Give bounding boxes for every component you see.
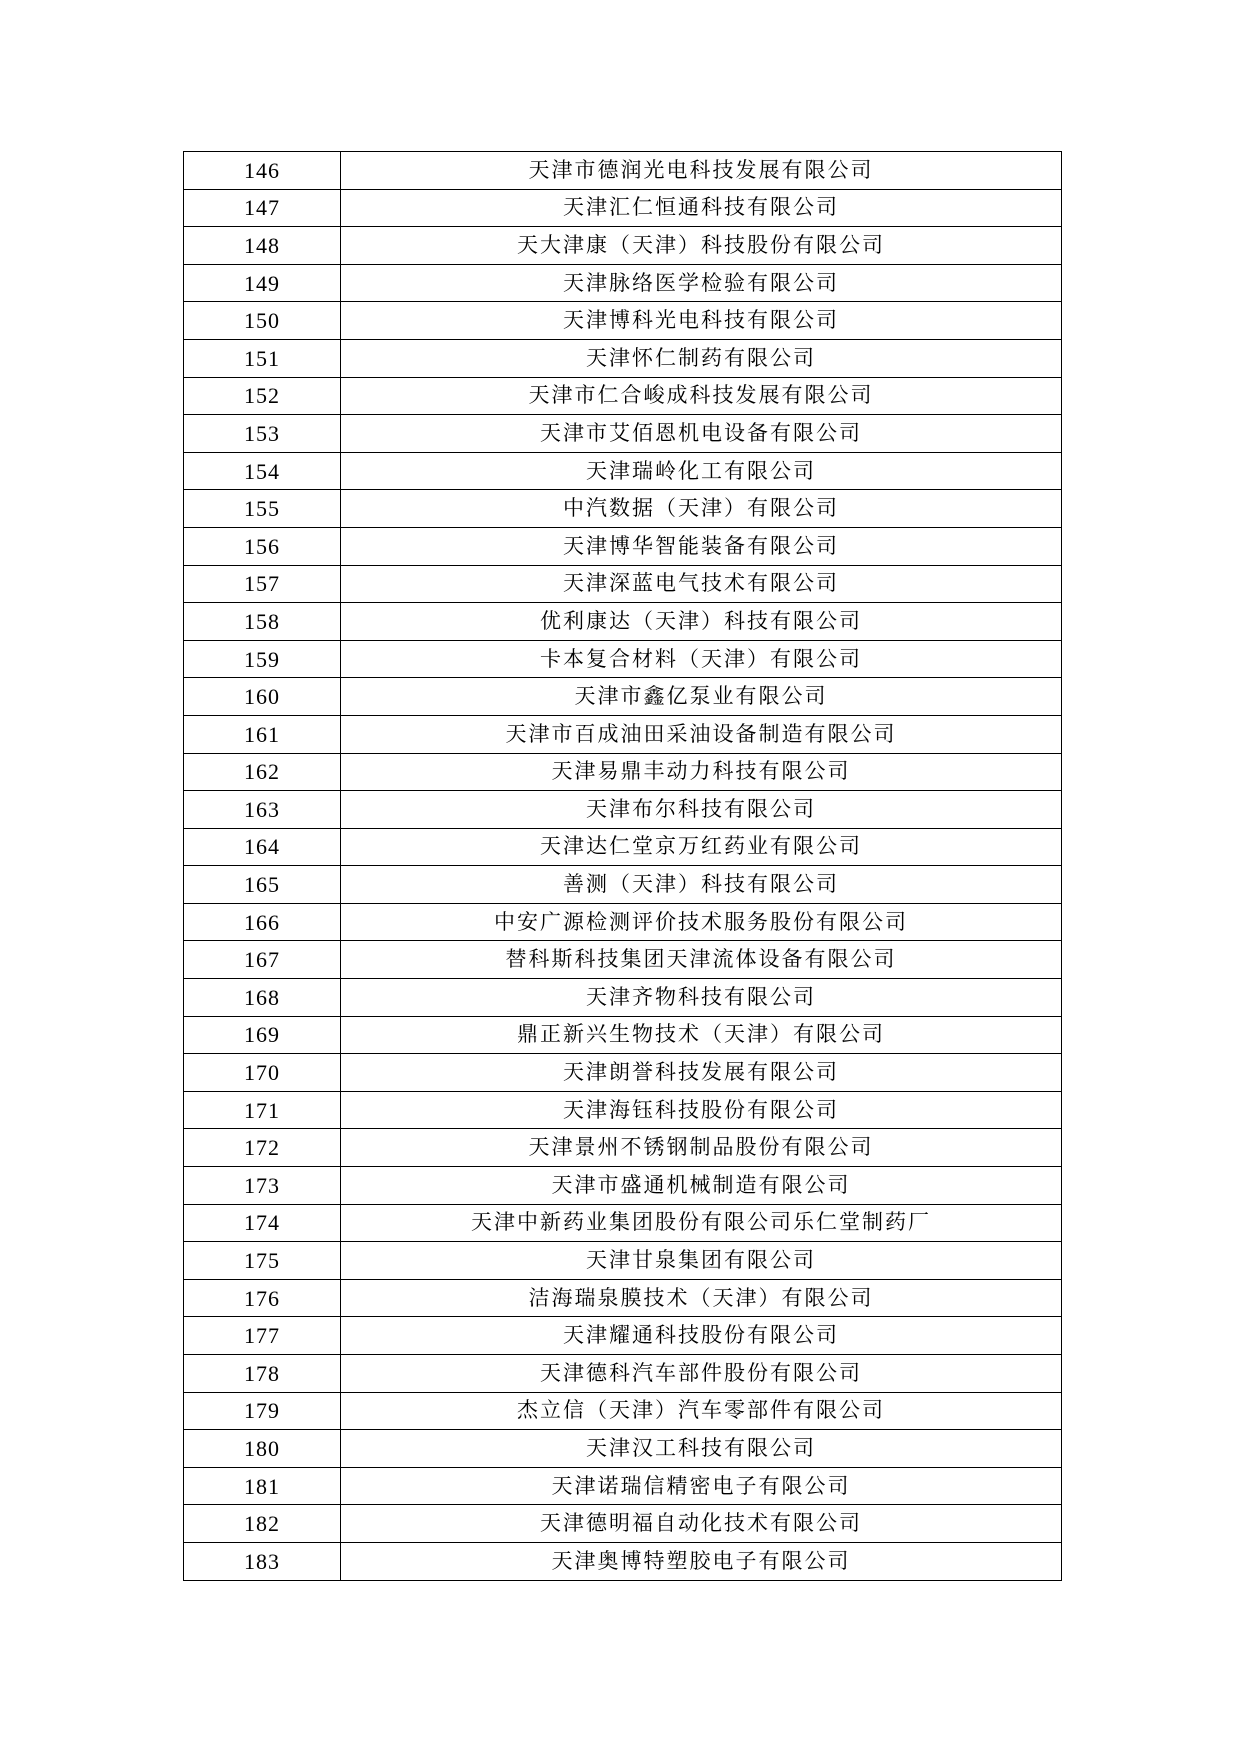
company-name: 天津德明福自动化技术有限公司 [341, 1505, 1062, 1543]
company-name: 天津市艾佰恩机电设备有限公司 [341, 415, 1062, 453]
company-name: 天津海钰科技股份有限公司 [341, 1091, 1062, 1129]
table-row [184, 415, 1062, 453]
company-name: 天津诺瑞信精密电子有限公司 [341, 1467, 1062, 1505]
row-number: 171 [184, 1091, 341, 1129]
company-name: 天津易鼎丰动力科技有限公司 [341, 753, 1062, 791]
row-number: 172 [184, 1129, 341, 1167]
row-number: 178 [184, 1355, 341, 1393]
row-number: 170 [184, 1054, 341, 1092]
table-row [184, 1204, 1062, 1242]
company-name: 优利康达（天津）科技有限公司 [341, 603, 1062, 641]
row-number: 176 [184, 1279, 341, 1317]
company-table [183, 151, 1062, 1581]
row-number: 146 [184, 152, 341, 190]
table-row [184, 828, 1062, 866]
table-row [184, 1505, 1062, 1543]
row-number: 175 [184, 1242, 341, 1280]
table-row [184, 1467, 1062, 1505]
row-number: 163 [184, 791, 341, 829]
table-row [184, 979, 1062, 1017]
row-number: 159 [184, 640, 341, 678]
company-name: 天大津康（天津）科技股份有限公司 [341, 227, 1062, 265]
table-row [184, 1091, 1062, 1129]
table-row [184, 1317, 1062, 1355]
table-row [184, 490, 1062, 528]
table-row [184, 377, 1062, 415]
row-number: 182 [184, 1505, 341, 1543]
table-row [184, 452, 1062, 490]
company-name: 天津汇仁恒通科技有限公司 [341, 189, 1062, 227]
row-number: 162 [184, 753, 341, 791]
table-row [184, 1054, 1062, 1092]
company-name: 卡本复合材料（天津）有限公司 [341, 640, 1062, 678]
table-row [184, 1129, 1062, 1167]
row-number: 150 [184, 302, 341, 340]
company-name: 天津市德润光电科技发展有限公司 [341, 152, 1062, 190]
row-number: 169 [184, 1016, 341, 1054]
company-name: 天津市仁合峻成科技发展有限公司 [341, 377, 1062, 415]
company-name: 天津脉络医学检验有限公司 [341, 264, 1062, 302]
company-name: 中汽数据（天津）有限公司 [341, 490, 1062, 528]
row-number: 164 [184, 828, 341, 866]
company-name: 善测（天津）科技有限公司 [341, 866, 1062, 904]
row-number: 158 [184, 603, 341, 641]
company-name: 天津甘泉集团有限公司 [341, 1242, 1062, 1280]
company-name: 洁海瑞泉膜技术（天津）有限公司 [341, 1279, 1062, 1317]
company-name: 天津市鑫亿泵业有限公司 [341, 678, 1062, 716]
table-row [184, 1016, 1062, 1054]
company-name: 替科斯科技集团天津流体设备有限公司 [341, 941, 1062, 979]
company-name: 天津中新药业集团股份有限公司乐仁堂制药厂 [341, 1204, 1062, 1242]
table-row [184, 1167, 1062, 1205]
company-name: 天津齐物科技有限公司 [341, 979, 1062, 1017]
row-number: 168 [184, 979, 341, 1017]
table-row [184, 302, 1062, 340]
company-name: 天津博科光电科技有限公司 [341, 302, 1062, 340]
table-row [184, 1355, 1062, 1393]
row-number: 183 [184, 1542, 341, 1580]
table-row [184, 1242, 1062, 1280]
table-row [184, 640, 1062, 678]
table-row [184, 715, 1062, 753]
table-row [184, 1542, 1062, 1580]
table-row [184, 1392, 1062, 1430]
table-row [184, 1279, 1062, 1317]
table-row [184, 339, 1062, 377]
company-name: 天津市百成油田采油设备制造有限公司 [341, 715, 1062, 753]
company-name: 天津达仁堂京万红药业有限公司 [341, 828, 1062, 866]
row-number: 155 [184, 490, 341, 528]
table-row [184, 565, 1062, 603]
row-number: 177 [184, 1317, 341, 1355]
row-number: 180 [184, 1430, 341, 1468]
row-number: 179 [184, 1392, 341, 1430]
company-name: 天津朗誉科技发展有限公司 [341, 1054, 1062, 1092]
company-name: 天津市盛通机械制造有限公司 [341, 1167, 1062, 1205]
row-number: 173 [184, 1167, 341, 1205]
row-number: 181 [184, 1467, 341, 1505]
company-name: 鼎正新兴生物技术（天津）有限公司 [341, 1016, 1062, 1054]
table-row [184, 1430, 1062, 1468]
table-row [184, 152, 1062, 190]
row-number: 161 [184, 715, 341, 753]
company-name: 天津奥博特塑胶电子有限公司 [341, 1542, 1062, 1580]
company-name: 天津博华智能装备有限公司 [341, 527, 1062, 565]
table-row [184, 791, 1062, 829]
row-number: 166 [184, 903, 341, 941]
row-number: 148 [184, 227, 341, 265]
company-name: 天津深蓝电气技术有限公司 [341, 565, 1062, 603]
row-number: 149 [184, 264, 341, 302]
row-number: 157 [184, 565, 341, 603]
table-row [184, 903, 1062, 941]
row-number: 147 [184, 189, 341, 227]
table-row [184, 941, 1062, 979]
company-name: 天津景州不锈钢制品股份有限公司 [341, 1129, 1062, 1167]
row-number: 174 [184, 1204, 341, 1242]
table-row [184, 866, 1062, 904]
table-body [184, 152, 1062, 1581]
table-row [184, 227, 1062, 265]
table-row [184, 603, 1062, 641]
company-name: 天津怀仁制药有限公司 [341, 339, 1062, 377]
company-name: 中安广源检测评价技术服务股份有限公司 [341, 903, 1062, 941]
company-name: 天津德科汽车部件股份有限公司 [341, 1355, 1062, 1393]
row-number: 152 [184, 377, 341, 415]
company-name: 天津瑞岭化工有限公司 [341, 452, 1062, 490]
row-number: 160 [184, 678, 341, 716]
company-name: 天津汉工科技有限公司 [341, 1430, 1062, 1468]
row-number: 165 [184, 866, 341, 904]
table-row [184, 189, 1062, 227]
company-name: 天津耀通科技股份有限公司 [341, 1317, 1062, 1355]
company-name: 天津布尔科技有限公司 [341, 791, 1062, 829]
table-row [184, 527, 1062, 565]
row-number: 156 [184, 527, 341, 565]
table-row [184, 264, 1062, 302]
row-number: 151 [184, 339, 341, 377]
row-number: 167 [184, 941, 341, 979]
row-number: 153 [184, 415, 341, 453]
table-row [184, 678, 1062, 716]
row-number: 154 [184, 452, 341, 490]
table-row [184, 753, 1062, 791]
company-name: 杰立信（天津）汽车零部件有限公司 [341, 1392, 1062, 1430]
